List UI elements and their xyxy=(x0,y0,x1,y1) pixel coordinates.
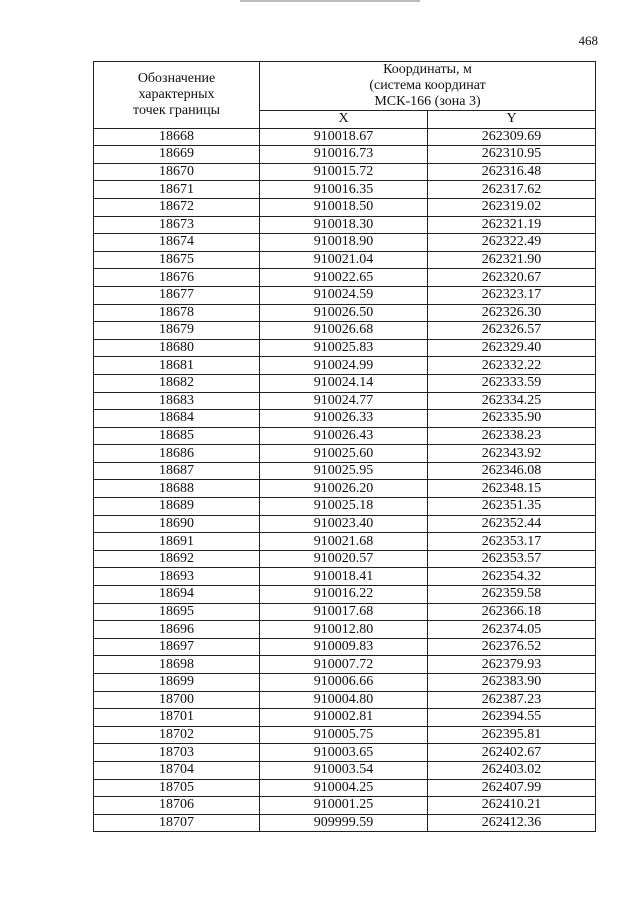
point-id-cell: 18688 xyxy=(94,480,260,498)
table-row xyxy=(94,814,596,832)
x-coordinate-cell: 910009.83 xyxy=(260,638,428,656)
x-coordinate-cell: 910025.18 xyxy=(260,498,428,516)
x-coordinate-cell: 910026.68 xyxy=(260,322,428,340)
point-id-cell: 18684 xyxy=(94,410,260,428)
x-coordinate-cell: 910012.80 xyxy=(260,621,428,639)
point-id-cell: 18700 xyxy=(94,691,260,709)
y-coordinate-cell: 262351.35 xyxy=(428,498,596,516)
x-coordinate-cell: 910022.65 xyxy=(260,269,428,287)
point-id-cell: 18673 xyxy=(94,216,260,234)
table-row xyxy=(94,498,596,516)
x-coordinate-cell: 910018.30 xyxy=(260,216,428,234)
x-coordinate-cell: 910026.33 xyxy=(260,410,428,428)
point-id-cell: 18693 xyxy=(94,568,260,586)
point-id-cell: 18670 xyxy=(94,163,260,181)
x-coordinate-cell: 910007.72 xyxy=(260,656,428,674)
point-id-cell: 18681 xyxy=(94,357,260,375)
point-id-cell: 18669 xyxy=(94,146,260,164)
x-coordinate-cell: 910003.65 xyxy=(260,744,428,762)
table-row xyxy=(94,234,596,252)
y-coordinate-cell: 262387.23 xyxy=(428,691,596,709)
designation-header: Обозначение характерных точек границы xyxy=(94,62,260,129)
x-coordinate-cell: 910017.68 xyxy=(260,603,428,621)
y-coordinate-cell: 262383.90 xyxy=(428,674,596,692)
table-row xyxy=(94,374,596,392)
table-row xyxy=(94,251,596,269)
y-coordinate-cell: 262317.62 xyxy=(428,181,596,199)
point-id-cell: 18686 xyxy=(94,445,260,463)
point-id-cell: 18671 xyxy=(94,181,260,199)
coordinates-table xyxy=(93,61,596,832)
point-id-cell: 18701 xyxy=(94,709,260,727)
x-coordinate-cell: 910026.50 xyxy=(260,304,428,322)
table-row xyxy=(94,586,596,604)
point-id-cell: 18691 xyxy=(94,533,260,551)
y-coordinate-cell: 262334.25 xyxy=(428,392,596,410)
table-row xyxy=(94,445,596,463)
x-coordinate-cell: 909999.59 xyxy=(260,814,428,832)
y-coordinate-cell: 262332.22 xyxy=(428,357,596,375)
point-id-cell: 18696 xyxy=(94,621,260,639)
table-row xyxy=(94,462,596,480)
point-id-cell: 18682 xyxy=(94,374,260,392)
y-coordinate-cell: 262348.15 xyxy=(428,480,596,498)
table-row xyxy=(94,427,596,445)
point-id-cell: 18672 xyxy=(94,198,260,216)
table-row xyxy=(94,744,596,762)
x-coordinate-cell: 910026.43 xyxy=(260,427,428,445)
point-id-cell: 18695 xyxy=(94,603,260,621)
y-coordinate-cell: 262374.05 xyxy=(428,621,596,639)
point-id-cell: 18675 xyxy=(94,251,260,269)
y-coordinate-cell: 262352.44 xyxy=(428,515,596,533)
y-coordinate-cell: 262316.48 xyxy=(428,163,596,181)
table-row xyxy=(94,322,596,340)
y-coordinate-cell: 262410.21 xyxy=(428,797,596,815)
point-id-cell: 18694 xyxy=(94,586,260,604)
coordinates-header: Координаты, м (система координат МСК-166 (зона 3) xyxy=(260,62,596,111)
table-row xyxy=(94,392,596,410)
point-id-cell: 18689 xyxy=(94,498,260,516)
y-coordinate-cell: 262329.40 xyxy=(428,339,596,357)
table-row xyxy=(94,286,596,304)
x-coordinate-cell: 910018.90 xyxy=(260,234,428,252)
x-coordinate-cell: 910026.20 xyxy=(260,480,428,498)
y-coordinate-cell: 262343.92 xyxy=(428,445,596,463)
table-row xyxy=(94,198,596,216)
x-coordinate-cell: 910021.68 xyxy=(260,533,428,551)
x-header: X xyxy=(260,111,428,129)
y-coordinate-cell: 262402.67 xyxy=(428,744,596,762)
y-coordinate-cell: 262326.57 xyxy=(428,322,596,340)
point-id-cell: 18698 xyxy=(94,656,260,674)
scan-edge-line xyxy=(240,0,420,2)
y-coordinate-cell: 262338.23 xyxy=(428,427,596,445)
table-row xyxy=(94,797,596,815)
x-coordinate-cell: 910018.67 xyxy=(260,128,428,146)
y-coordinate-cell: 262326.30 xyxy=(428,304,596,322)
y-coordinate-cell: 262322.49 xyxy=(428,234,596,252)
x-coordinate-cell: 910025.83 xyxy=(260,339,428,357)
table-row xyxy=(94,638,596,656)
y-coordinate-cell: 262354.32 xyxy=(428,568,596,586)
table-row xyxy=(94,480,596,498)
table-row xyxy=(94,550,596,568)
point-id-cell: 18705 xyxy=(94,779,260,797)
point-id-cell: 18678 xyxy=(94,304,260,322)
y-coordinate-cell: 262323.17 xyxy=(428,286,596,304)
table-row xyxy=(94,128,596,146)
y-coordinate-cell: 262376.52 xyxy=(428,638,596,656)
x-coordinate-cell: 910023.40 xyxy=(260,515,428,533)
x-coordinate-cell: 910005.75 xyxy=(260,726,428,744)
table-row xyxy=(94,146,596,164)
point-id-cell: 18679 xyxy=(94,322,260,340)
table-row xyxy=(94,269,596,287)
x-coordinate-cell: 910024.14 xyxy=(260,374,428,392)
x-coordinate-cell: 910015.72 xyxy=(260,163,428,181)
y-coordinate-cell: 262412.36 xyxy=(428,814,596,832)
table-row xyxy=(94,568,596,586)
x-coordinate-cell: 910024.99 xyxy=(260,357,428,375)
table-row xyxy=(94,410,596,428)
x-coordinate-cell: 910021.04 xyxy=(260,251,428,269)
x-coordinate-cell: 910016.22 xyxy=(260,586,428,604)
point-id-cell: 18707 xyxy=(94,814,260,832)
y-coordinate-cell: 262353.57 xyxy=(428,550,596,568)
table-row xyxy=(94,691,596,709)
x-coordinate-cell: 910018.50 xyxy=(260,198,428,216)
point-id-cell: 18685 xyxy=(94,427,260,445)
y-coordinate-cell: 262346.08 xyxy=(428,462,596,480)
y-coordinate-cell: 262379.93 xyxy=(428,656,596,674)
y-coordinate-cell: 262320.67 xyxy=(428,269,596,287)
point-id-cell: 18668 xyxy=(94,128,260,146)
y-coordinate-cell: 262321.19 xyxy=(428,216,596,234)
y-coordinate-cell: 262359.58 xyxy=(428,586,596,604)
x-coordinate-cell: 910024.77 xyxy=(260,392,428,410)
x-coordinate-cell: 910025.60 xyxy=(260,445,428,463)
x-coordinate-cell: 910001.25 xyxy=(260,797,428,815)
table-row xyxy=(94,357,596,375)
x-coordinate-cell: 910016.35 xyxy=(260,181,428,199)
point-id-cell: 18703 xyxy=(94,744,260,762)
y-coordinate-cell: 262395.81 xyxy=(428,726,596,744)
y-coordinate-cell: 262319.02 xyxy=(428,198,596,216)
y-coordinate-cell: 262353.17 xyxy=(428,533,596,551)
y-coordinate-cell: 262335.90 xyxy=(428,410,596,428)
table-row xyxy=(94,709,596,727)
table-row xyxy=(94,533,596,551)
x-coordinate-cell: 910002.81 xyxy=(260,709,428,727)
x-coordinate-cell: 910024.59 xyxy=(260,286,428,304)
table-row xyxy=(94,656,596,674)
x-coordinate-cell: 910018.41 xyxy=(260,568,428,586)
point-id-cell: 18702 xyxy=(94,726,260,744)
y-coordinate-cell: 262309.69 xyxy=(428,128,596,146)
table-row xyxy=(94,304,596,322)
table-row xyxy=(94,603,596,621)
point-id-cell: 18706 xyxy=(94,797,260,815)
x-coordinate-cell: 910004.80 xyxy=(260,691,428,709)
y-coordinate-cell: 262366.18 xyxy=(428,603,596,621)
point-id-cell: 18692 xyxy=(94,550,260,568)
page-number: 468 xyxy=(578,33,598,48)
point-id-cell: 18677 xyxy=(94,286,260,304)
x-coordinate-cell: 910004.25 xyxy=(260,779,428,797)
y-coordinate-cell: 262310.95 xyxy=(428,146,596,164)
x-coordinate-cell: 910016.73 xyxy=(260,146,428,164)
y-coordinate-cell: 262333.59 xyxy=(428,374,596,392)
x-coordinate-cell: 910006.66 xyxy=(260,674,428,692)
table-row xyxy=(94,181,596,199)
y-coordinate-cell: 262403.02 xyxy=(428,761,596,779)
table-row xyxy=(94,621,596,639)
y-coordinate-cell: 262394.55 xyxy=(428,709,596,727)
table-row xyxy=(94,163,596,181)
point-id-cell: 18680 xyxy=(94,339,260,357)
table-row xyxy=(94,726,596,744)
point-id-cell: 18687 xyxy=(94,462,260,480)
table-row xyxy=(94,216,596,234)
table-row xyxy=(94,779,596,797)
x-coordinate-cell: 910003.54 xyxy=(260,761,428,779)
table-body xyxy=(94,128,596,832)
y-coordinate-cell: 262321.90 xyxy=(428,251,596,269)
table-row xyxy=(94,339,596,357)
table-row xyxy=(94,761,596,779)
table-row xyxy=(94,674,596,692)
y-coordinate-cell: 262407.99 xyxy=(428,779,596,797)
x-coordinate-cell: 910020.57 xyxy=(260,550,428,568)
point-id-cell: 18690 xyxy=(94,515,260,533)
table-row xyxy=(94,515,596,533)
point-id-cell: 18704 xyxy=(94,761,260,779)
point-id-cell: 18674 xyxy=(94,234,260,252)
point-id-cell: 18699 xyxy=(94,674,260,692)
point-id-cell: 18683 xyxy=(94,392,260,410)
y-header: Y xyxy=(428,111,596,129)
point-id-cell: 18676 xyxy=(94,269,260,287)
x-coordinate-cell: 910025.95 xyxy=(260,462,428,480)
point-id-cell: 18697 xyxy=(94,638,260,656)
